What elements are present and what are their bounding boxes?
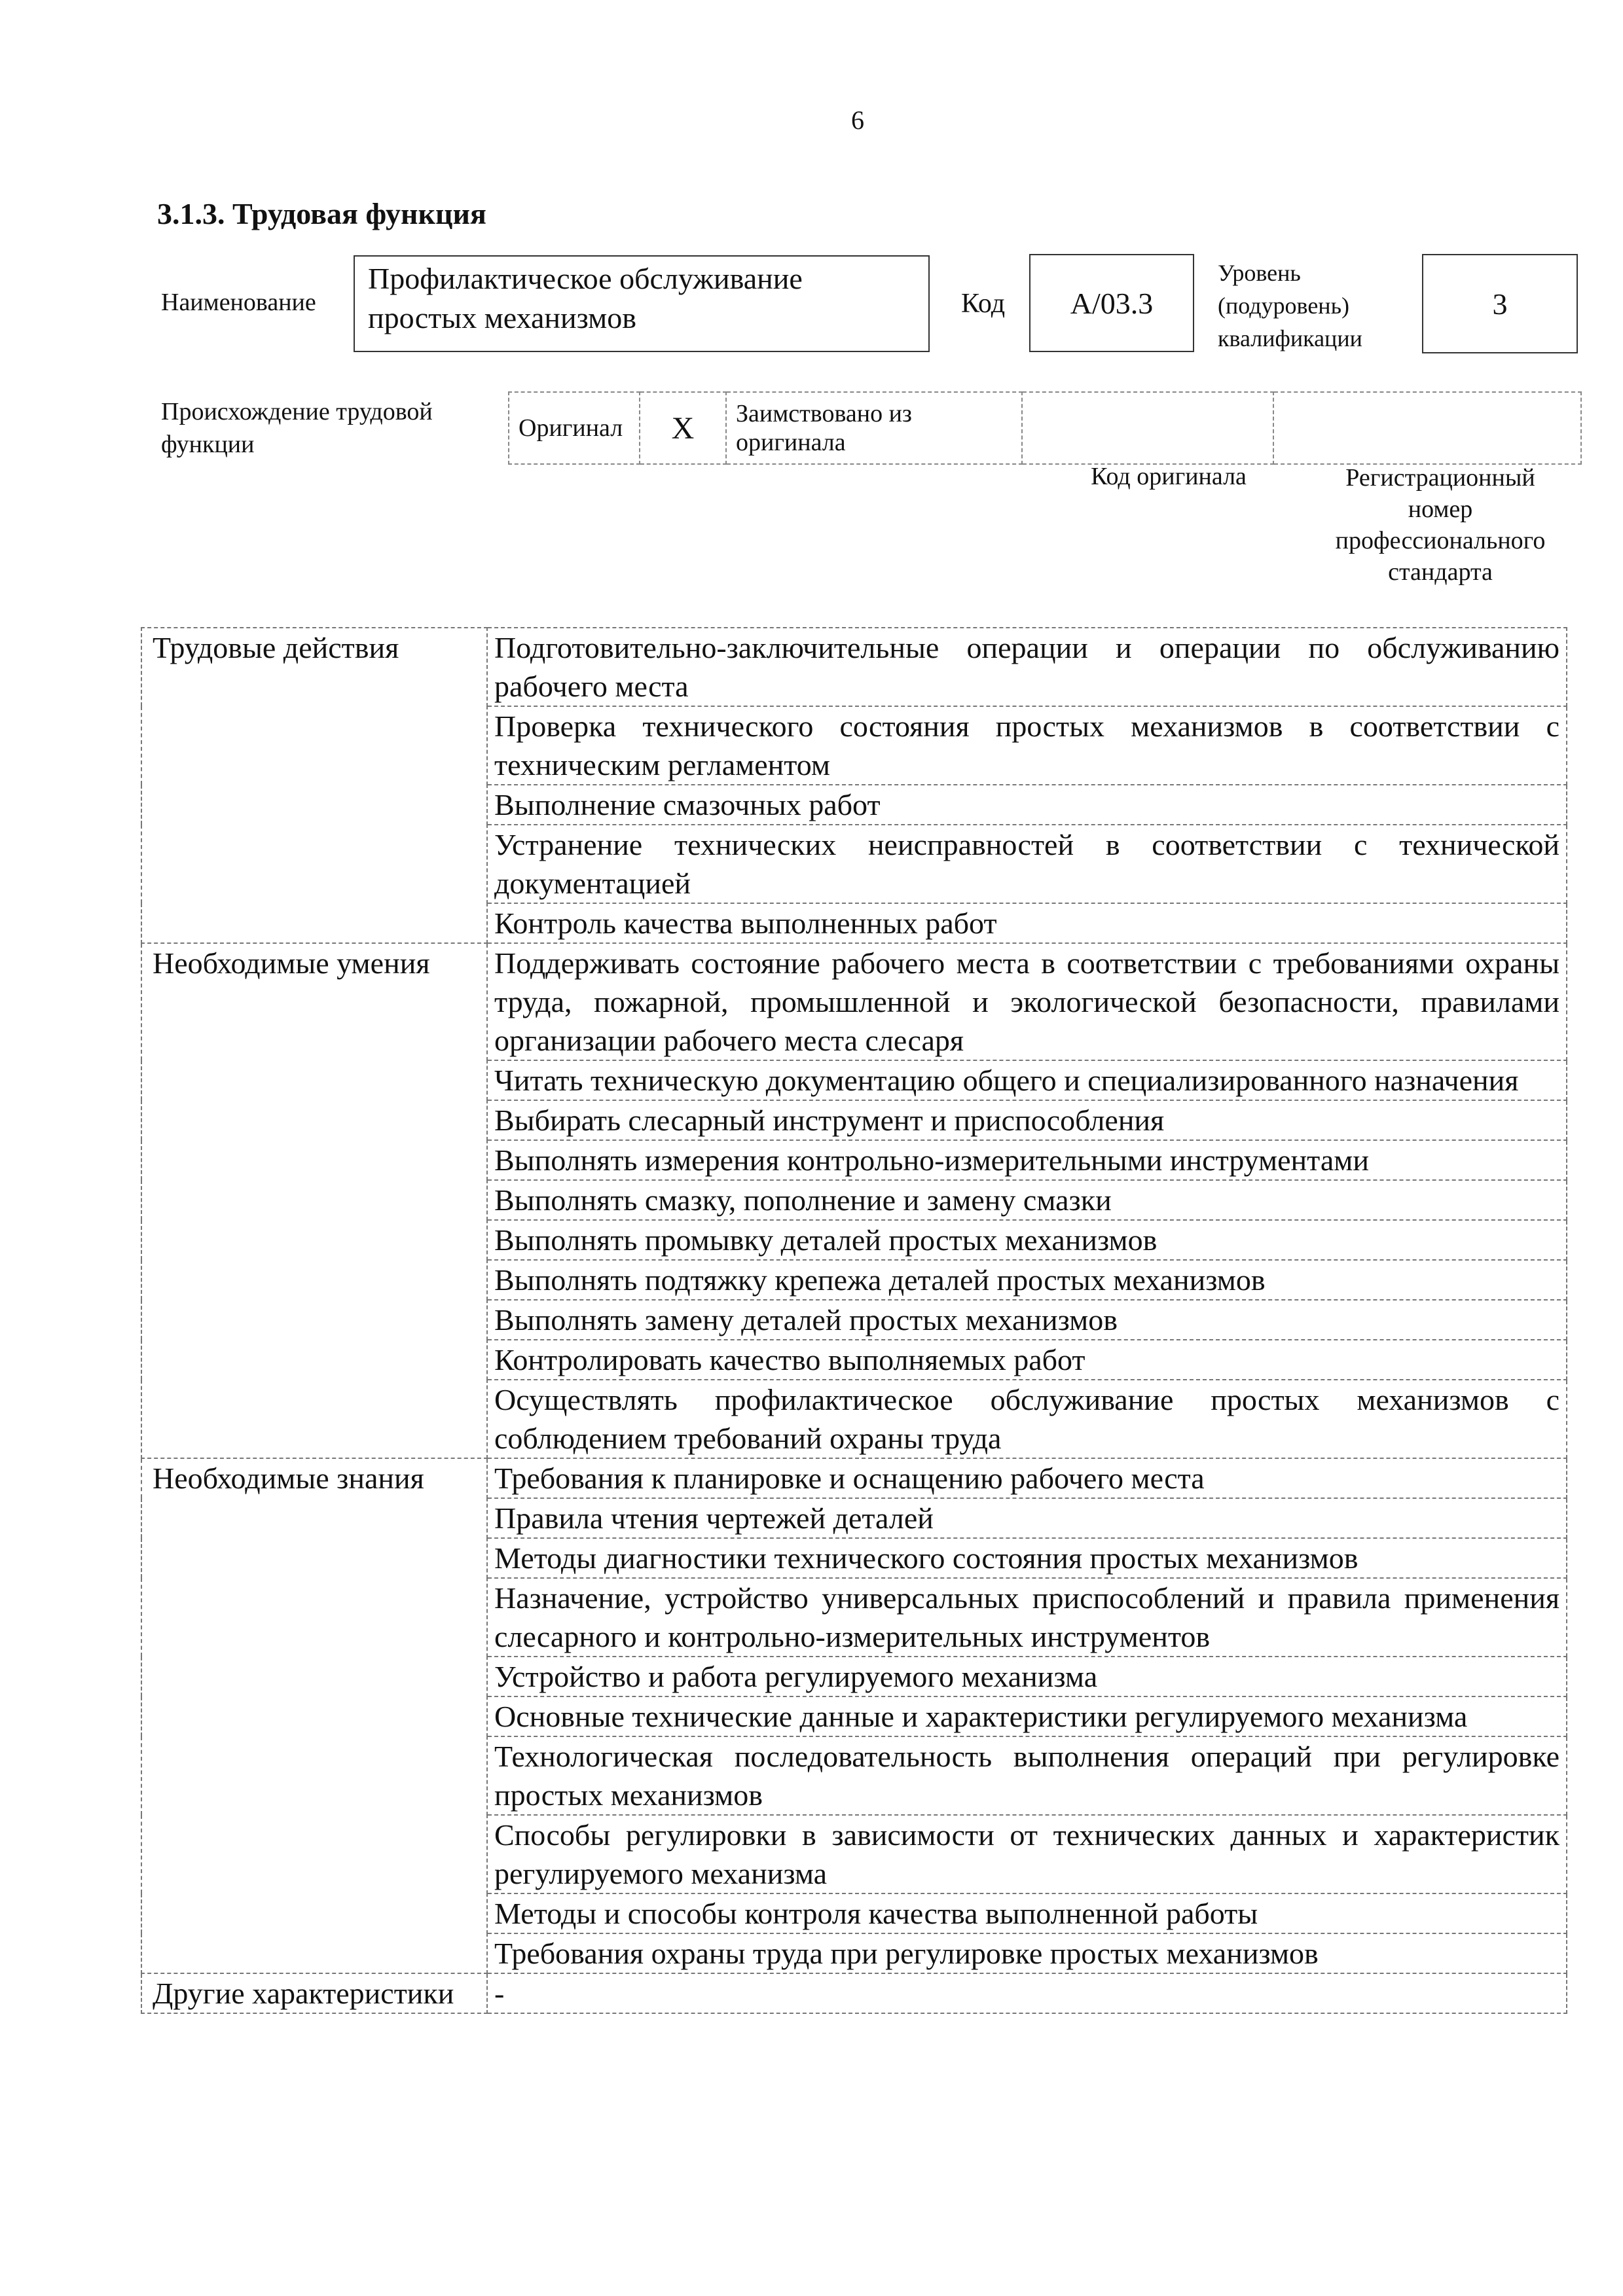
requirements-table [141, 627, 1567, 2014]
reg-number-caption-line: профессионального [1335, 527, 1546, 554]
table-row: Методы диагностики технического состояния простых механизмов [487, 1538, 1567, 1578]
table-row: Выполнять промывку деталей простых механизмов [487, 1220, 1567, 1260]
table-row: Подготовительно-заключительные операции и операции по обслуживанию рабочего места [487, 628, 1567, 706]
page-number: 6 [851, 105, 864, 135]
table-row: Способы регулировки в зависимости от технических данных и характеристик регулируемого механизма [487, 1815, 1567, 1893]
table-row: Читать техническую документацию общего и специализированного назначения [487, 1060, 1567, 1100]
origin-label [161, 395, 501, 461]
table-row: Основные технические данные и характеристики регулируемого механизма [487, 1696, 1567, 1736]
name-value-line: простых механизмов [368, 301, 637, 334]
level-value: 3 [1492, 287, 1508, 321]
borrowed-label-line: оригинала [736, 429, 846, 456]
origin-table [508, 391, 1582, 465]
table-row: Выполнять замену деталей простых механизмов [487, 1300, 1567, 1340]
table-row: Правила чтения чертежей деталей [487, 1498, 1567, 1538]
table-row: Выполнять измерения контрольно-измерительными инструментами [487, 1140, 1567, 1180]
level-label-line: квалификации [1218, 325, 1362, 351]
code-value-box [1029, 254, 1194, 352]
original-label: Оригинал [509, 392, 640, 464]
reg-number-caption [1303, 462, 1578, 588]
borrowed-label [726, 392, 1022, 464]
table-row: Выполнять подтяжку крепежа деталей простых механизмов [487, 1260, 1567, 1300]
level-label-line: Уровень [1218, 260, 1301, 286]
reg-number-cell [1273, 392, 1581, 464]
origin-label-line: Происхождение трудовой [161, 398, 433, 425]
name-value-line: Профилактическое обслуживание [368, 262, 803, 295]
origin-label-line: функции [161, 431, 255, 458]
code-original-cell [1022, 392, 1273, 464]
reg-number-caption-line: Регистрационный [1345, 464, 1535, 492]
table-row: Осуществлять профилактическое обслуживание простых механизмов с соблюдением требований охраны труда [487, 1380, 1567, 1458]
original-mark: X [640, 392, 726, 464]
level-label-line: (подуровень) [1218, 293, 1349, 319]
table-row: Проверка технического состояния простых механизмов в соответствии с техническим регламентом [487, 706, 1567, 785]
reg-number-caption-line: стандарта [1388, 558, 1493, 586]
category-knowledge: Необходимые знания [141, 1458, 487, 1973]
table-row: Контроль качества выполненных работ [487, 903, 1567, 943]
section-title: 3.1.3. Трудовая функция [157, 197, 486, 230]
table-row: Выбирать слесарный инструмент и приспособления [487, 1100, 1567, 1140]
table-row: Контролировать качество выполняемых работ [487, 1340, 1567, 1380]
code-value: А/03.3 [1070, 286, 1154, 320]
table-row: - [487, 1973, 1567, 2013]
table-row: Поддерживать состояние рабочего места в соответствии с требованиями охраны труда, пожарной, промышленной и экологической безопасности, правилами организации рабочего места слесаря [487, 943, 1567, 1060]
table-row: Технологическая последовательность выполнения операций при регулировке простых механизмов [487, 1736, 1567, 1815]
table-row: Устройство и работа регулируемого механизма [487, 1657, 1567, 1696]
table-row: Требования охраны труда при регулировке простых механизмов [487, 1933, 1567, 1973]
category-other: Другие характеристики [141, 1973, 487, 2013]
table-row: Методы и способы контроля качества выполненной работы [487, 1893, 1567, 1933]
table-row: Назначение, устройство универсальных приспособлений и правила применения слесарного и контрольно-измерительных инструментов [487, 1578, 1567, 1657]
table-row: Выполнять смазку, пополнение и замену смазки [487, 1180, 1567, 1220]
category-skills: Необходимые умения [141, 943, 487, 1458]
code-label: Код [961, 289, 1006, 319]
code-original-caption: Код оригинала [1091, 463, 1247, 490]
level-label [1218, 257, 1408, 355]
table-row: Выполнение смазочных работ [487, 785, 1567, 825]
level-value-box [1422, 254, 1578, 353]
table-row: Устранение технических неисправностей в соответствии с технической документацией [487, 825, 1567, 903]
name-label: Наименование [161, 289, 316, 316]
table-row: Требования к планировке и оснащению рабочего места [487, 1458, 1567, 1498]
category-labor-actions: Трудовые действия [141, 628, 487, 943]
reg-number-caption-line: номер [1408, 495, 1473, 523]
name-value-box [354, 255, 930, 352]
borrowed-label-line: Заимствовано из [736, 400, 912, 427]
